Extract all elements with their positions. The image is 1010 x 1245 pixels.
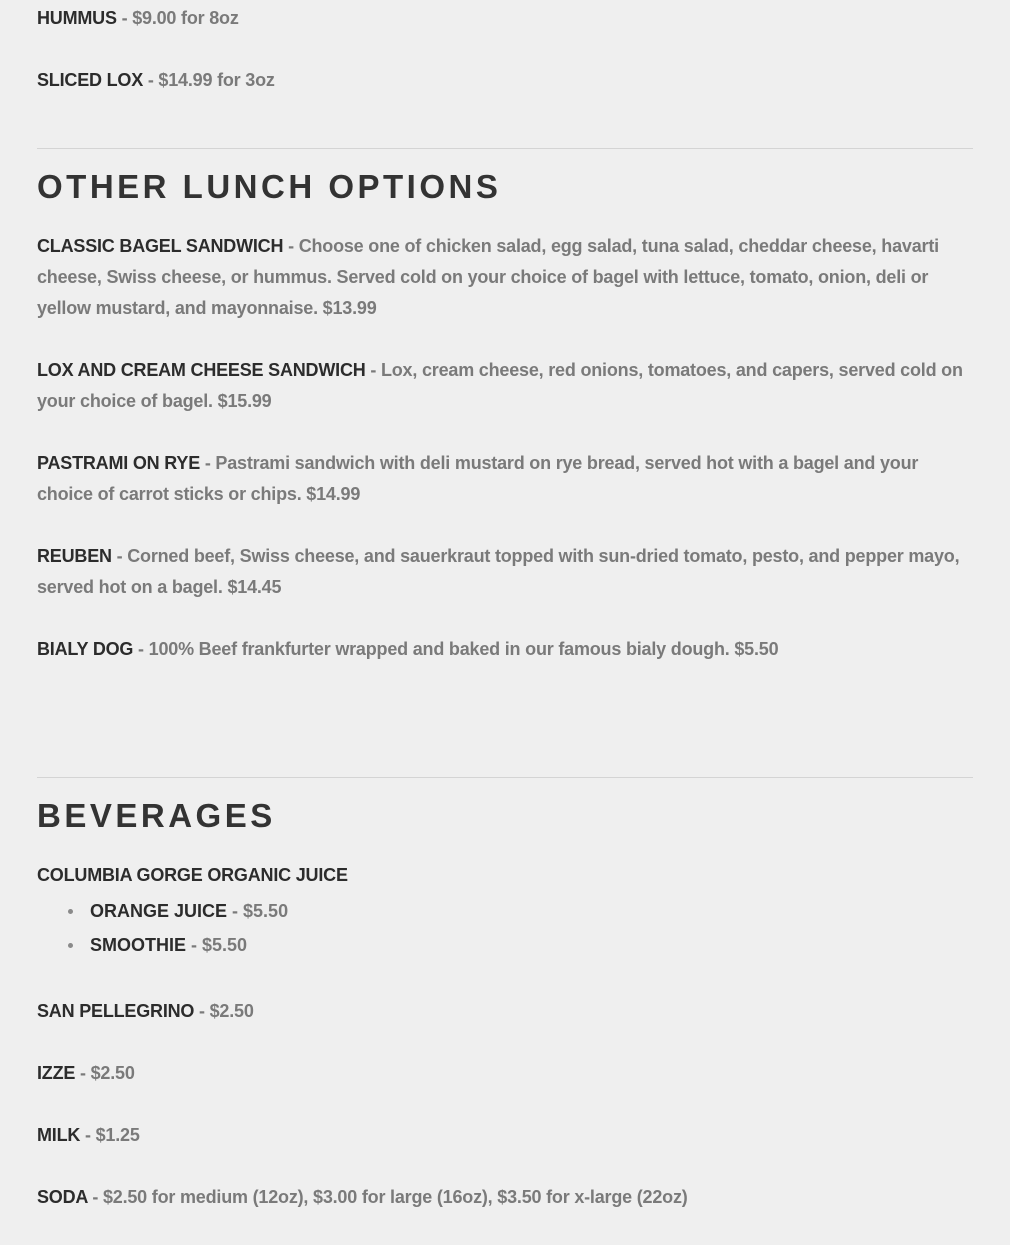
item-separator: - (111, 546, 128, 566)
item-price: $2.50 (209, 1001, 254, 1021)
item-description: Choose one of chicken salad, egg salad, tuna salad, cheddar cheese, havarti cheese, Swiss cheese, or hummus. Served cold on your choice of bagel with lettuce, tomato, onion, deli or yellow mustard, and mayonnaise. $13.99 (37, 236, 939, 318)
item-separator: - (186, 935, 203, 955)
menu-item-san-pellegrino (37, 996, 254, 1027)
section-divider (37, 148, 973, 149)
item-separator: - (283, 236, 299, 256)
item-name: LOX AND CREAM CHEESE SANDWICH (37, 360, 366, 380)
item-name: MILK (37, 1125, 81, 1145)
item-price: $2.50 for medium (12oz), $3.00 for large (16oz), $3.50 for x-large (22oz) (102, 1187, 688, 1207)
menu-item-lox-cream-cheese-sandwich (37, 355, 973, 417)
item-name: PASTRAMI ON RYE (37, 453, 201, 473)
bullet-icon (68, 943, 73, 948)
item-name: ORANGE JUICE (90, 901, 228, 921)
item-separator: - (116, 8, 133, 28)
item-name: BIALY DOG (37, 639, 134, 659)
item-price: $9.00 for 8oz (132, 8, 239, 28)
item-description: 100% Beef frankfurter wrapped and baked in our famous bialy dough. $5.50 (148, 639, 779, 659)
item-name: SAN PELLEGRINO (37, 1001, 195, 1021)
juice-list (37, 894, 288, 962)
item-description: Corned beef, Swiss cheese, and sauerkraut topped with sun-dried tomato, pesto, and pepper mayo, served hot on a bagel. $14.45 (37, 546, 960, 597)
item-name: SODA (37, 1187, 88, 1207)
item-name: IZZE (37, 1063, 76, 1083)
item-separator: - (80, 1125, 96, 1145)
item-separator: - (365, 360, 381, 380)
section-title-beverages: BEVERAGES (37, 797, 276, 834)
item-price: $14.99 for 3oz (158, 70, 275, 90)
menu-item-izze (37, 1058, 135, 1089)
juice-heading (37, 860, 348, 891)
item-name: REUBEN (37, 546, 112, 566)
item-separator: - (227, 901, 244, 921)
item-separator: - (200, 453, 216, 473)
section-divider (37, 777, 973, 778)
section-title-lunch: OTHER LUNCH OPTIONS (37, 168, 502, 205)
item-name: SLICED LOX (37, 70, 144, 90)
item-separator: - (143, 70, 159, 90)
item-name: HUMMUS (37, 8, 117, 28)
item-description: Pastrami sandwich with deli mustard on rye bread, served hot with a bagel and your choice of carrot sticks or chips. $14.99 (37, 453, 919, 504)
menu-item-soda (37, 1182, 973, 1213)
menu-item-classic-bagel-sandwich (37, 231, 973, 324)
item-price: $1.25 (95, 1125, 140, 1145)
menu-item-bialy-dog (37, 634, 973, 665)
item-price: $5.50 (202, 935, 248, 955)
menu-item-reuben (37, 541, 973, 603)
item-separator: - (87, 1187, 103, 1207)
bullet-icon (68, 909, 73, 914)
item-name: SMOOTHIE (90, 935, 187, 955)
menu-item-milk (37, 1120, 140, 1151)
item-price: $5.50 (243, 901, 289, 921)
menu-item-sliced-lox (37, 65, 275, 96)
item-name: CLASSIC BAGEL SANDWICH (37, 236, 284, 256)
menu-item-hummus (37, 3, 239, 34)
menu-item-pastrami-on-rye (37, 448, 973, 510)
item-separator: - (75, 1063, 91, 1083)
item-name: COLUMBIA GORGE ORGANIC JUICE (37, 865, 348, 885)
item-price: $2.50 (90, 1063, 135, 1083)
item-description: Lox, cream cheese, red onions, tomatoes, and capers, served cold on your choice of bagel. $15.99 (37, 360, 963, 411)
item-separator: - (194, 1001, 210, 1021)
list-item (37, 894, 288, 928)
list-item (37, 928, 288, 962)
item-separator: - (133, 639, 149, 659)
